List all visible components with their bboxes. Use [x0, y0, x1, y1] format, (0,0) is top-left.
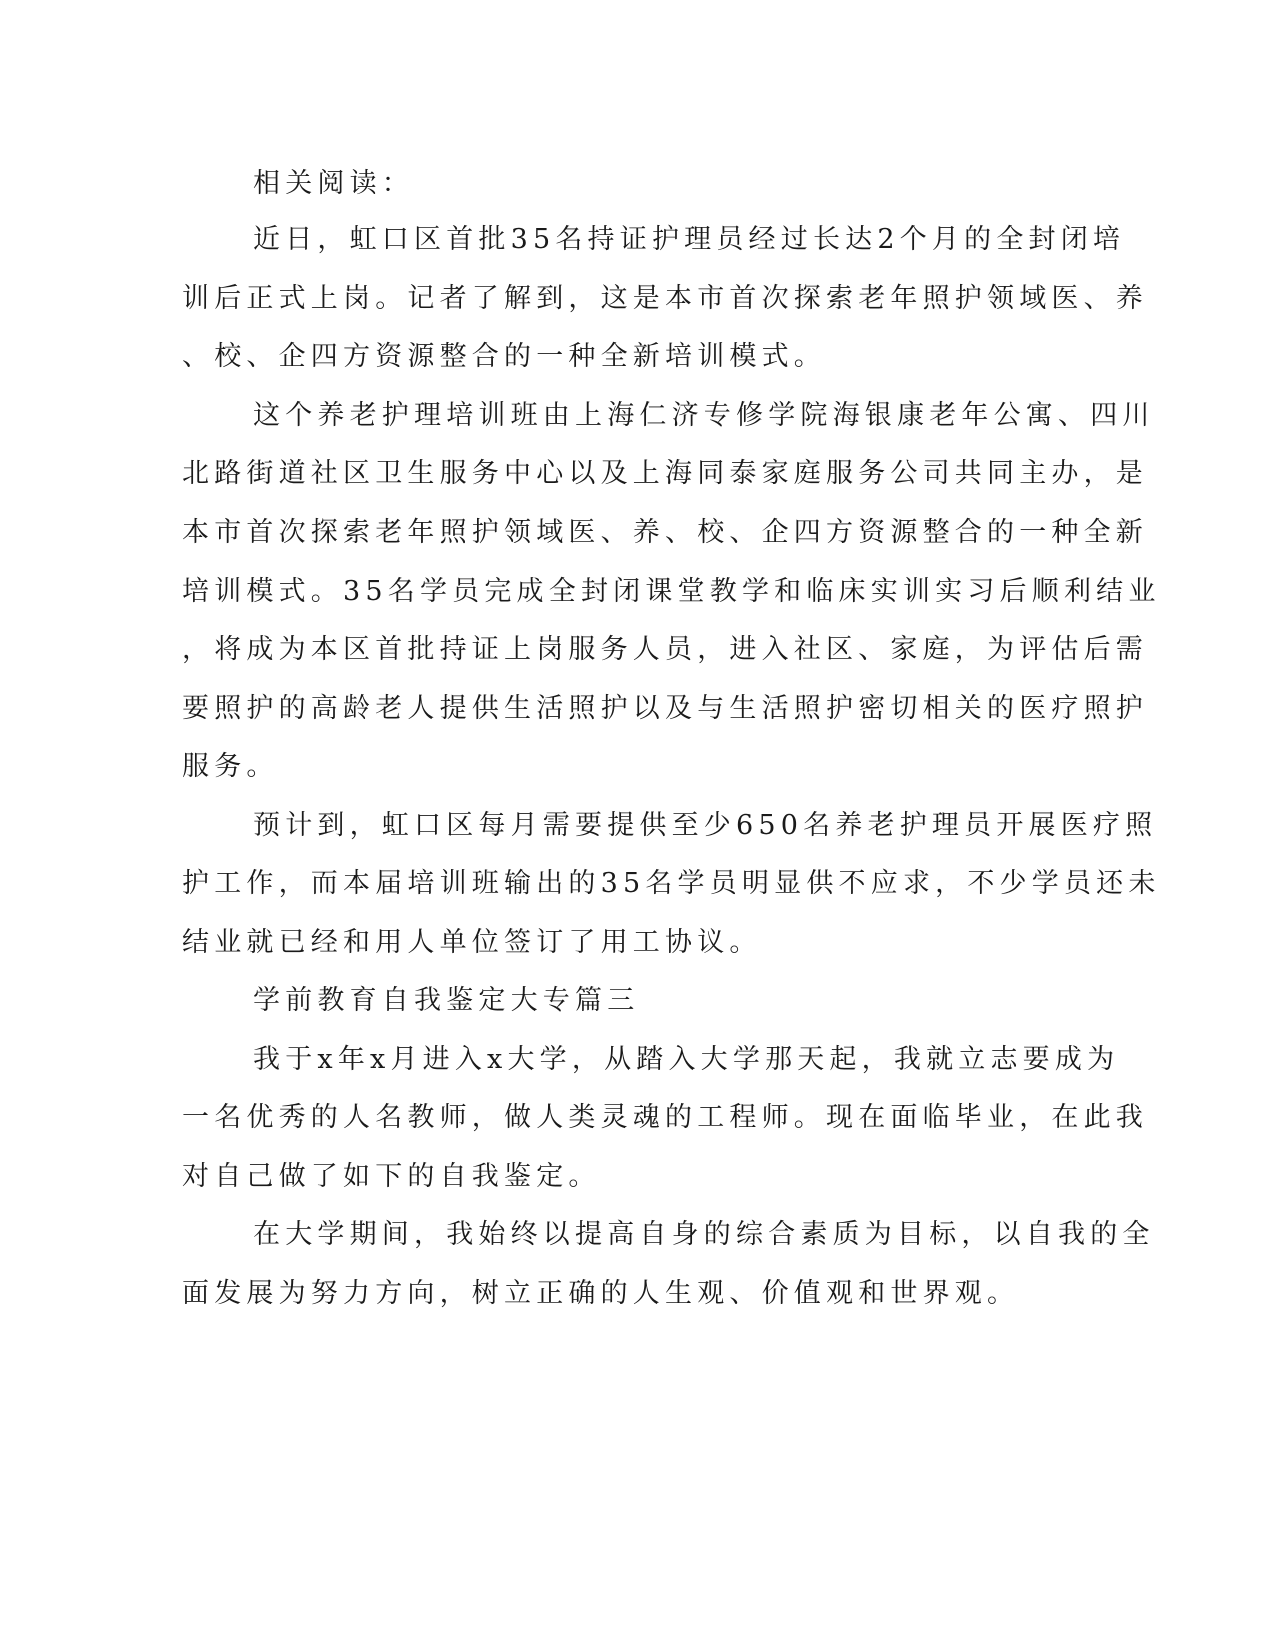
paragraph-line: 在大学期间，我始终以提高自身的综合素质为目标，以自我的全	[253, 1219, 1155, 1250]
section-heading-title: 学前教育自我鉴定大专篇三	[253, 985, 640, 1016]
paragraph-line: 护工作，而本届培训班输出的35名学员明显供不应求，不少学员还未	[182, 868, 1161, 899]
paragraph-line: 本市首次探索老年照护领域医、养、校、企四方资源整合的一种全新	[182, 517, 1148, 548]
paragraph-line: 面发展为努力方向，树立正确的人生观、价值观和世界观。	[182, 1278, 1020, 1309]
paragraph-line: 近日，虹口区首批35名持证护理员经过长达2个月的全封闭培	[253, 224, 1126, 255]
paragraph-line: 一名优秀的人名教师，做人类灵魂的工程师。现在面临毕业，在此我	[182, 1102, 1148, 1133]
paragraph-line: 、校、企四方资源整合的一种全新培训模式。	[182, 341, 826, 372]
paragraph-line: 这个养老护理培训班由上海仁济专修学院海银康老年公寓、四川	[253, 400, 1155, 431]
paragraph-line: 我于x年x月进入x大学，从踏入大学那天起，我就立志要成为	[253, 1044, 1120, 1075]
paragraph-line: 预计到，虹口区每月需要提供至少650名养老护理员开展医疗照	[253, 810, 1158, 841]
section-heading-related-reading: 相关阅读：	[253, 168, 414, 199]
paragraph-line: ，将成为本区首批持证上岗服务人员，进入社区、家庭，为评估后需	[182, 634, 1148, 665]
paragraph-line: 培训模式。35名学员完成全封闭课堂教学和临床实训实习后顺利结业	[182, 576, 1161, 607]
paragraph-line: 要照护的高龄老人提供生活照护以及与生活照护密切相关的医疗照护	[182, 693, 1148, 724]
paragraph-line: 北路街道社区卫生服务中心以及上海同泰家庭服务公司共同主办，是	[182, 458, 1148, 489]
paragraph-line: 训后正式上岗。记者了解到，这是本市首次探索老年照护领域医、养	[182, 283, 1148, 314]
paragraph-line: 服务。	[182, 751, 279, 782]
paragraph-line: 对自己做了如下的自我鉴定。	[182, 1161, 601, 1192]
paragraph-line: 结业就已经和用人单位签订了用工协议。	[182, 927, 762, 958]
